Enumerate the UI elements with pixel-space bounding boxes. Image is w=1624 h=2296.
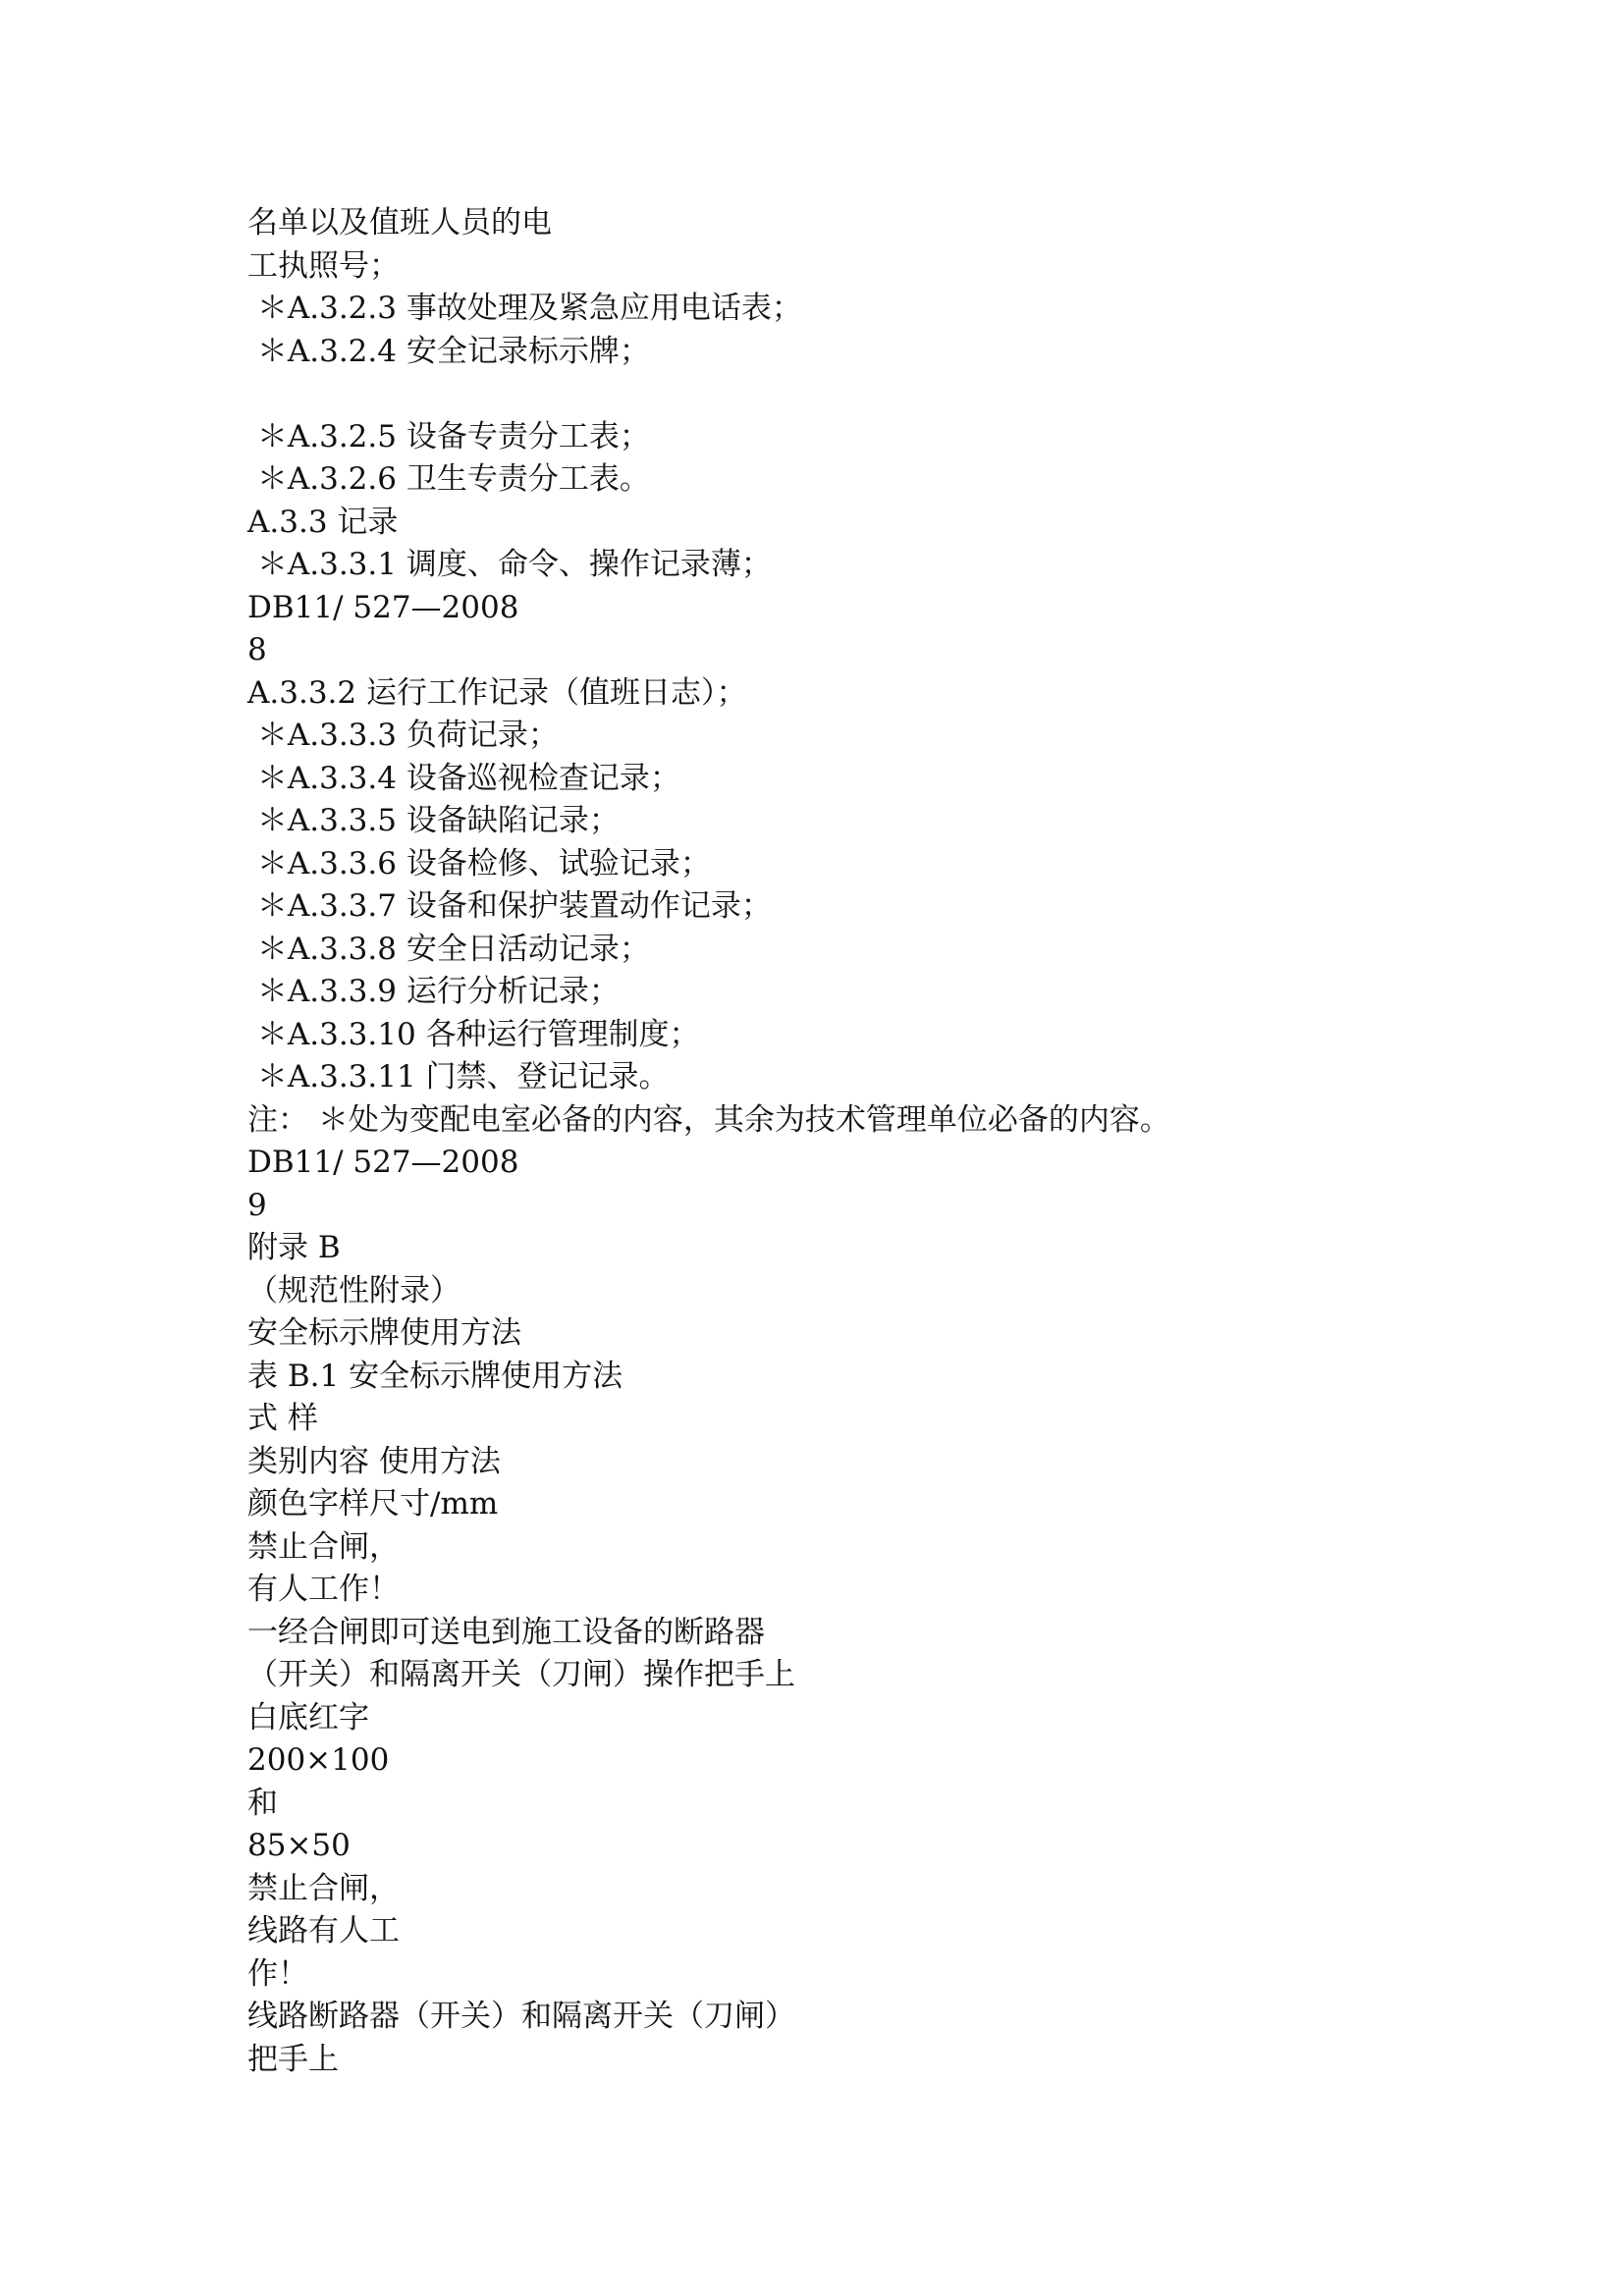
- table-cell: 和: [247, 1785, 278, 1821]
- text-line: ＊A.3.3.10 各种运行管理制度；: [247, 1016, 700, 1052]
- text-line: 工执照号；: [247, 247, 400, 284]
- appendix-heading: 安全标示牌使用方法: [247, 1315, 521, 1351]
- text-line: ＊A.3.3.8 安全日活动记录；: [247, 931, 650, 967]
- appendix-title: 附录 B: [247, 1230, 341, 1265]
- table-header: 式 样: [247, 1401, 318, 1436]
- table-cell: 禁止合闸，: [247, 1528, 400, 1565]
- text-line: ＊A.3.2.6 卫生专责分工表。: [247, 461, 650, 497]
- text-line: 名单以及值班人员的电: [247, 205, 552, 240]
- table-caption: 表 B.1 安全标示牌使用方法: [247, 1358, 623, 1394]
- text-line: A.3.3.2 运行工作记录（值班日志）；: [247, 674, 747, 711]
- page-header-code: DB11/ 527—2008: [247, 589, 519, 625]
- text-line: ＊A.3.3.9 运行分析记录；: [247, 974, 620, 1009]
- table-cell: （开关）和隔离开关（刀闸）操作把手上: [247, 1657, 795, 1692]
- page-header-code: DB11/ 527—2008: [247, 1145, 519, 1180]
- blank-line: [247, 373, 1524, 416]
- text-line: ＊A.3.2.5 设备专责分工表；: [247, 418, 650, 454]
- table-cell: 作！: [247, 1955, 308, 1992]
- table-cell: 一经合闸即可送电到施工设备的断路器: [247, 1614, 765, 1650]
- text-line: ＊A.3.2.3 事故处理及紧急应用电话表；: [247, 291, 802, 326]
- text-line: ＊A.3.3.3 负荷记录；: [247, 718, 559, 753]
- table-cell: 线路有人工: [247, 1913, 400, 1949]
- table-header: 颜色字样尺寸/mm: [247, 1486, 499, 1522]
- table-cell: 白底红字: [247, 1699, 369, 1735]
- page-number: 8: [247, 632, 267, 667]
- section-heading: A.3.3 记录: [247, 504, 399, 540]
- document-page: [247, 202, 1524, 2081]
- table-cell: 把手上: [247, 2041, 339, 2077]
- page-number: 9: [247, 1187, 267, 1223]
- note-line: 注： ＊处为变配电室必备的内容，其余为技术管理单位必备的内容。: [247, 1101, 1170, 1138]
- text-line: ＊A.3.3.11 门禁、登记记录。: [247, 1059, 670, 1095]
- text-line: ＊A.3.3.7 设备和保护装置动作记录；: [247, 888, 772, 924]
- text-line: ＊A.3.3.4 设备巡视检查记录；: [247, 760, 680, 796]
- table-cell: 85×50: [247, 1828, 351, 1863]
- text-line: ＊A.3.3.6 设备检修、试验记录；: [247, 845, 711, 881]
- text-line: ＊A.3.3.1 调度、命令、操作记录薄；: [247, 547, 772, 582]
- appendix-subtitle: （规范性附录）: [247, 1272, 460, 1308]
- table-cell: 线路断路器（开关）和隔离开关（刀闸）: [247, 1999, 795, 2034]
- text-line: ＊A.3.2.4 安全记录标示牌；: [247, 333, 650, 369]
- text-line: ＊A.3.3.5 设备缺陷记录；: [247, 803, 620, 838]
- table-cell: 禁止合闸，: [247, 1870, 400, 1906]
- table-cell: 200×100: [247, 1742, 390, 1778]
- text-block-main: [247, 416, 1524, 2082]
- table-cell: 有人工作！: [247, 1572, 400, 1607]
- text-block-top: [247, 202, 1524, 373]
- table-header: 类别内容 使用方法: [247, 1443, 501, 1479]
